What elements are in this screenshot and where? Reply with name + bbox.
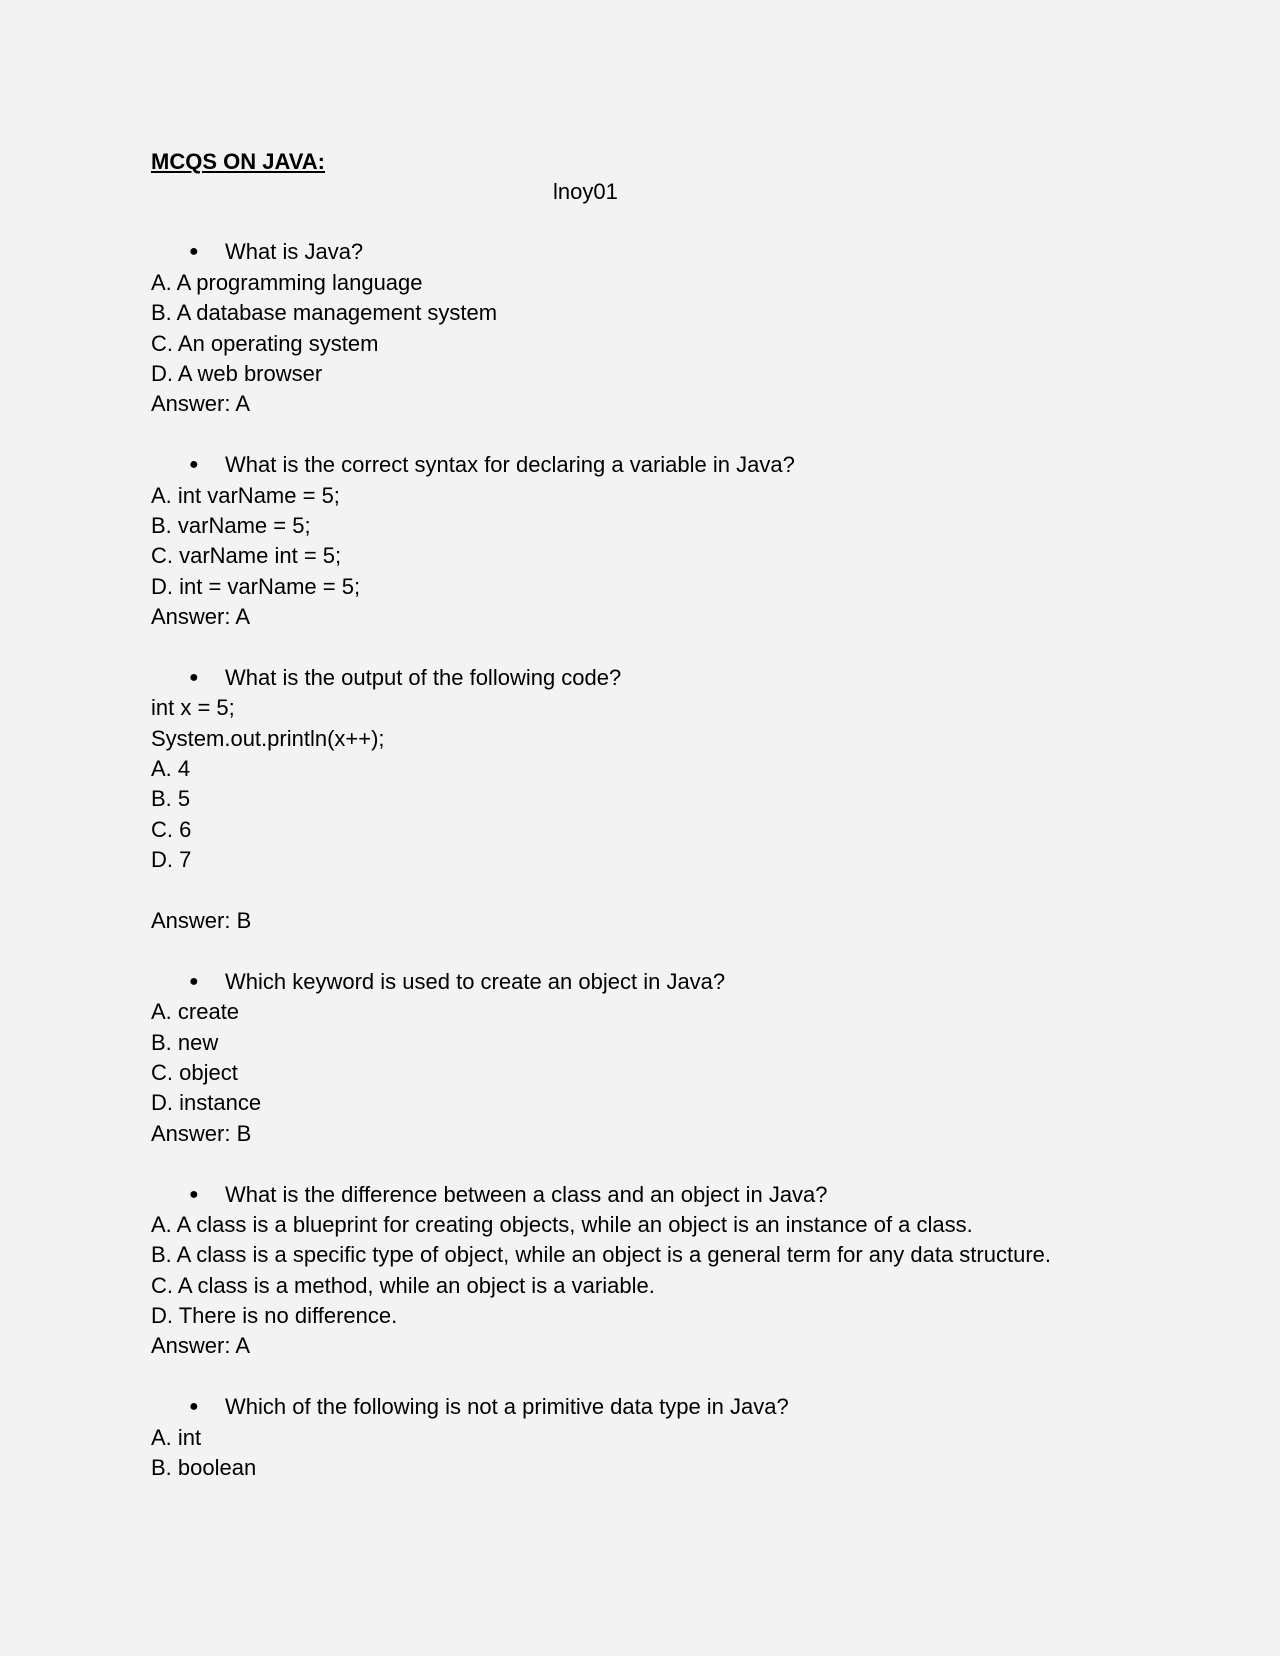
option-line: C. varName int = 5;: [151, 543, 342, 569]
option-line: B. A class is a specific type of object, while an object is a general term for any data structure.: [151, 1242, 1052, 1268]
answer-line: Answer: A: [151, 1333, 251, 1359]
option-line: A. 4: [151, 756, 191, 782]
option-line: C. 6: [151, 816, 192, 842]
option-line: C. A class is a method, while an object is a variable.: [151, 1272, 655, 1298]
spacer: [151, 420, 1151, 450]
bullet-icon: ●: [189, 668, 199, 686]
question-label: What is the difference between a class and an object in Java?: [225, 1181, 828, 1207]
option-line: D. 7: [151, 847, 192, 873]
spacer: [151, 1149, 1151, 1179]
document-title: MCQS ON JAVA:: [151, 149, 325, 174]
question-block: [151, 207, 1151, 420]
question-text: [151, 967, 1151, 997]
question-block: [151, 936, 1151, 1149]
question-block: [151, 1362, 1151, 1484]
question-block: [151, 1149, 1151, 1362]
option-line: B. varName = 5;: [151, 512, 311, 538]
spacer: [151, 936, 1151, 966]
question-label: What is the correct syntax for declaring a variable in Java?: [225, 452, 795, 478]
bullet-icon: ●: [189, 456, 199, 474]
option-line: B. 5: [151, 786, 191, 812]
option-line: B. new: [151, 1029, 219, 1055]
spacer: [151, 1362, 1151, 1392]
bullet-icon: ●: [189, 243, 199, 261]
question-text: [151, 450, 1151, 480]
question-text: [151, 1180, 1151, 1210]
question-label: What is the output of the following code?: [225, 664, 622, 690]
spacer: [151, 876, 1151, 906]
question-label: Which keyword is used to create an object in Java?: [225, 968, 726, 994]
option-line: A. A programming language: [151, 269, 423, 295]
option-line: D. instance: [151, 1090, 262, 1116]
question-text: [151, 663, 1151, 693]
option-line: B. boolean: [151, 1455, 257, 1481]
option-line: A. int: [151, 1424, 202, 1450]
option-line: A. A class is a blueprint for creating objects, while an object is an instance of a class.: [151, 1211, 973, 1237]
answer-line: Answer: A: [151, 604, 251, 630]
answer-line: Answer: B: [151, 1120, 252, 1146]
document-author: lnoy01: [553, 179, 618, 204]
bullet-icon: ●: [189, 972, 199, 990]
option-line: D. There is no difference.: [151, 1303, 398, 1329]
question-text: [151, 237, 1151, 267]
question-label: What is Java?: [225, 239, 364, 265]
option-line: D. A web browser: [151, 360, 323, 386]
question-block: [151, 632, 1151, 936]
question-block: [151, 420, 1151, 633]
spacer: [151, 207, 1151, 237]
bullet-icon: ●: [189, 1185, 199, 1203]
document-content: [151, 147, 1151, 1483]
spacer: [151, 632, 1151, 662]
option-line: C. An operating system: [151, 330, 379, 356]
option-line: C. object: [151, 1059, 238, 1085]
code-line: int x = 5;: [151, 695, 235, 721]
question-label: Which of the following is not a primitive data type in Java?: [225, 1394, 789, 1420]
question-list: [151, 207, 1151, 1483]
question-text: [151, 1392, 1151, 1422]
option-line: B. A database management system: [151, 300, 498, 326]
option-line: A. int varName = 5;: [151, 482, 340, 508]
answer-line: Answer: B: [151, 907, 252, 933]
bullet-icon: ●: [189, 1398, 199, 1416]
code-line: System.out.println(x++);: [151, 725, 385, 751]
option-line: D. int = varName = 5;: [151, 573, 361, 599]
answer-line: Answer: A: [151, 391, 251, 417]
option-line: A. create: [151, 999, 240, 1025]
